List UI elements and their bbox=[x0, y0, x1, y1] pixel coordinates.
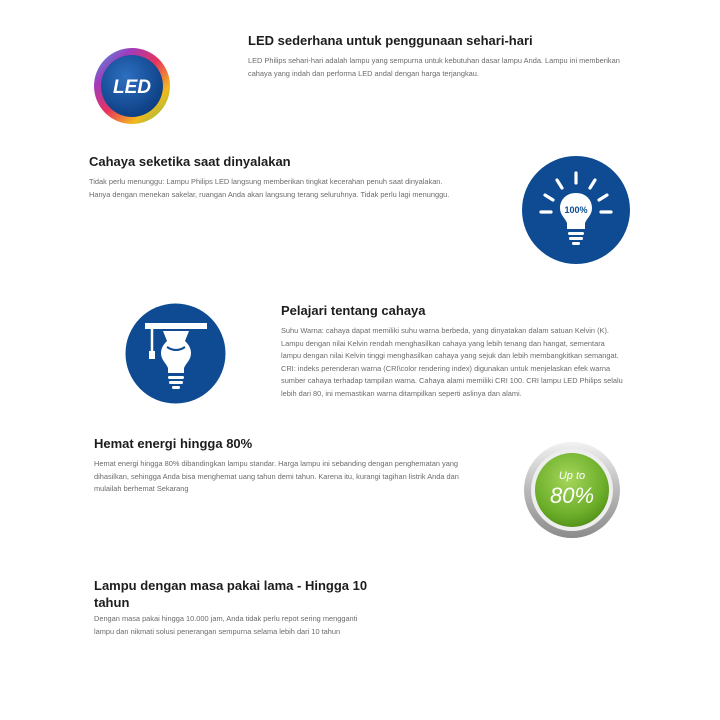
feature-title-energy: Hemat energi hingga 80% bbox=[94, 436, 253, 451]
feature-body-instant-light: Tidak perlu menunggu: Lampu Philips LED langsung memberikan tingkat kecerahan penuh saat dinyalakan. Hanya dengan menekan sakelar, ruangan Anda akan langsung terang seluruhnya. Tidak perlu lagi menunggu. bbox=[89, 177, 450, 199]
instant-light-percent-text: 100% bbox=[564, 205, 588, 215]
feature-title-lifetime: Lampu dengan masa pakai lama - Hingga 10 tahun bbox=[94, 578, 368, 610]
led-logo-text: LED bbox=[113, 77, 151, 98]
feature-body-led: LED Philips sehari-hari adalah lampu yang sempurna untuk kebutuhan dasar lampu Anda. Lampu ini memberikan cahaya yang indah dan performa LED andal dengan harga terjangkau. bbox=[248, 56, 620, 78]
feature-title-instant-light: Cahaya seketika saat dinyalakan bbox=[89, 154, 291, 169]
energy-badge-up-to-text: Up to bbox=[558, 470, 586, 482]
feature-title-learn-light: Pelajari tentang cahaya bbox=[281, 303, 426, 318]
graduation-bulb-icon bbox=[125, 303, 226, 404]
energy-saving-badge-icon bbox=[522, 440, 622, 540]
feature-body-learn-light: Suhu Warna: cahaya dapat memiliki suhu warna berbeda, yang dinyatakan dalam satuan Kelvin (K). Lampu dengan nilai Kelvin rendah menghasilkan cahaya yang lebih tenang dan hangat, sementara lampu dengan nilai Kelvin tinggi menghasilkan cahaya yang sejuk dan lebih membangkitkan semangat. CRI: indeks perenderan warna (CRI\color rendering index) digunakan untuk menjelaskan efek warna sumber cahaya terhadap tampilan warna. Cahaya alami memiliki CRI 100. CRI lampu LED Philips selalu lebih dari 80, ini memastikan warna ditampilkan seperti aslinya dan alami. bbox=[281, 326, 623, 398]
feature-title-led: LED sederhana untuk penggunaan sehari-hari bbox=[248, 33, 533, 48]
feature-body-lifetime: Dengan masa pakai hingga 10.000 jam, Anda tidak perlu repot sering mengganti lampu dan nikmati solusi penerangan sempurna selama lebih dari 10 tahun bbox=[94, 614, 358, 636]
led-logo-icon bbox=[92, 46, 172, 126]
energy-badge-percent-text: 80% bbox=[549, 483, 595, 508]
instant-light-bulb-icon bbox=[521, 155, 631, 265]
feature-body-energy: Hemat energi hingga 80% dibandingkan lampu standar. Harga lampu ini sebanding dengan penghematan yang dihasilkan, sehingga Anda bisa menghemat uang tahun demi tahun. Karena itu, kurangi tagihan listrik Anda dan mulailah berhemat Sekarang bbox=[94, 459, 459, 494]
